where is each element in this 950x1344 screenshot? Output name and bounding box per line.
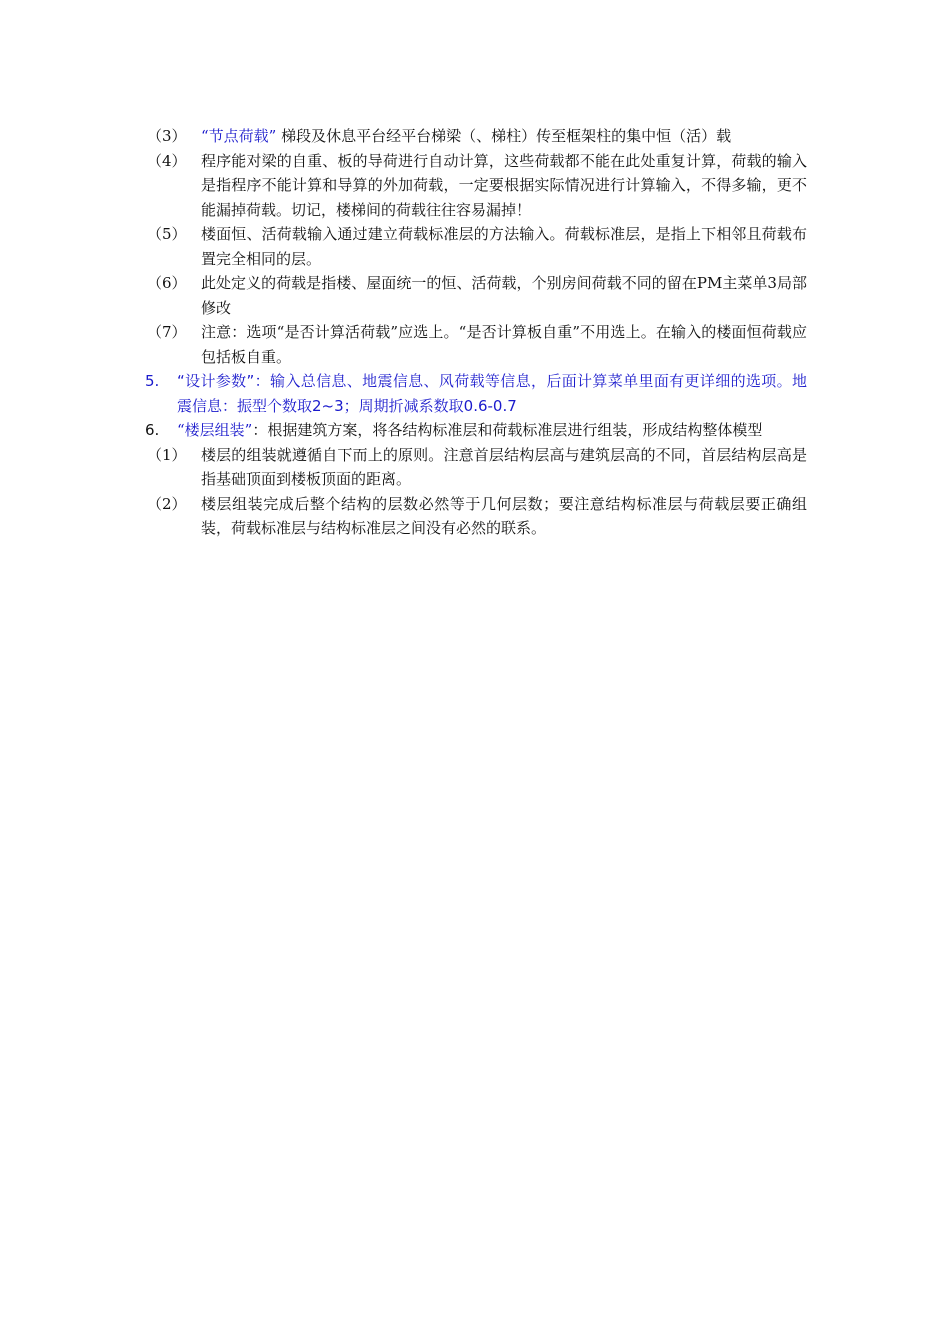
list-item <box>145 271 807 320</box>
list-item <box>145 222 807 271</box>
item-number: （3） <box>147 127 187 145</box>
item-text: 程序能对梁的自重、板的导荷进行自动计算，这些荷载都不能在此处重复计算，荷载的输入是指程序不能计算和导算的外加荷载，一定要根据实际情况进行计算输入，不得多输，更不能漏掉荷载。切记，楼梯间的荷载往往容易漏掉！ <box>201 151 807 219</box>
item-text: “楼层组装”：根据建筑方案，将各结构标准层和荷载标准层进行组装，形成结构整体模型 <box>177 421 763 439</box>
item-text: 楼面恒、活荷载输入通过建立荷载标准层的方法输入。荷载标准层，是指上下相邻且荷载布置完全相同的层。 <box>201 225 807 268</box>
item-text: 注意：选项“是否计算活荷载”应选上。“是否计算板自重”不用选上。在输入的楼面恒荷载应包括板自重。 <box>201 323 807 366</box>
item-number: （5） <box>147 225 187 243</box>
item-text: “设计参数”：输入总信息、地震信息、风荷载等信息，后面计算菜单里面有更详细的选项。地震信息：振型个数取2~3；周期折减系数取0.6-0.7 <box>177 372 807 415</box>
list-item <box>145 320 807 369</box>
item-number: （1） <box>147 445 187 464</box>
item-number: （7） <box>147 323 187 341</box>
list-item <box>145 418 807 443</box>
list-item <box>145 369 807 418</box>
list-item <box>145 124 807 149</box>
item-number: （6） <box>147 274 187 292</box>
item-number: （2） <box>147 494 187 513</box>
list-item <box>145 492 807 541</box>
item-text: “节点荷载” 梯段及休息平台经平台梯梁（、梯柱）传至框架柱的集中恒（活）载 <box>201 127 732 145</box>
item-number: 5. <box>145 372 160 390</box>
item-text: 此处定义的荷载是指楼、屋面统一的恒、活荷载，个别房间荷载不同的留在PM主菜单3局部修改 <box>201 274 807 317</box>
document-body <box>145 124 807 541</box>
item-text: 楼层的组装就遵循自下而上的原则。注意首层结构层高与建筑层高的不同，首层结构层高是指基础顶面到楼板顶面的距离。 <box>201 445 807 488</box>
item-number: （4） <box>147 151 187 170</box>
item-lead: “楼层组装” <box>177 421 253 439</box>
item-text: 楼层组装完成后整个结构的层数必然等于几何层数；要注意结构标准层与荷载层要正确组装，荷载标准层与结构标准层之间没有必然的联系。 <box>201 494 807 537</box>
item-number: 6. <box>145 421 160 439</box>
list-item <box>145 443 807 492</box>
list-item <box>145 149 807 223</box>
item-lead: “设计参数” <box>177 372 255 390</box>
item-lead: “节点荷载” <box>201 127 277 145</box>
